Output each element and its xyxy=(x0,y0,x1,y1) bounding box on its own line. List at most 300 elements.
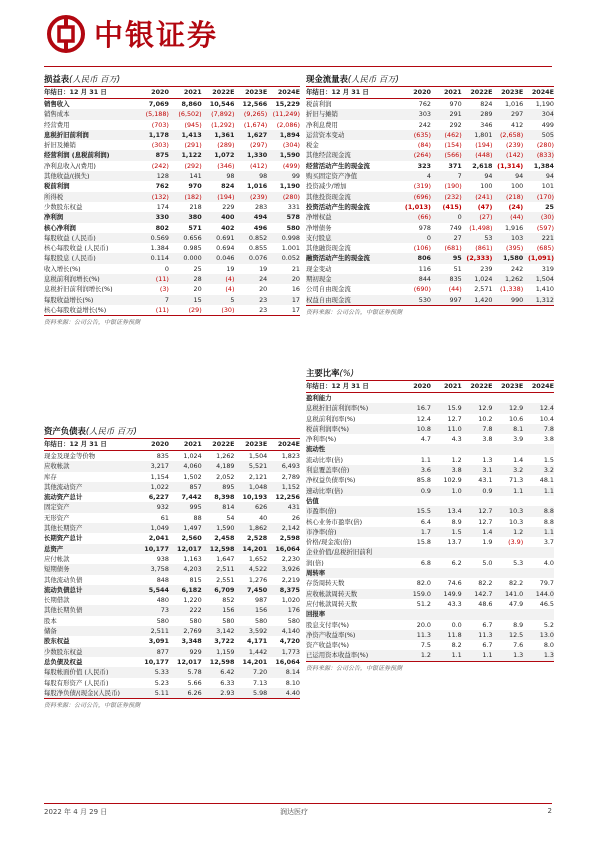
table-cell: 1.3 xyxy=(492,650,523,660)
table-cell: 5.2 xyxy=(543,620,554,629)
table-cell: (304) xyxy=(282,141,300,150)
column-header: 2020 xyxy=(136,439,169,451)
table-cell: 1,190 xyxy=(535,100,554,108)
table-row xyxy=(306,295,554,305)
table-cell: (1,314) xyxy=(497,161,524,170)
row-label: 净资产收益率(%) xyxy=(306,630,400,640)
row-label: 股本 xyxy=(44,616,57,625)
table-cell: 48.6 xyxy=(478,599,493,608)
row-label: 回报率 xyxy=(306,609,400,619)
table-cell: (703) xyxy=(151,120,169,129)
table-cell: 1,384 xyxy=(533,161,554,170)
table-cell: (242) xyxy=(151,161,169,170)
table-row xyxy=(44,472,300,482)
table-row xyxy=(44,171,300,181)
table-cell: 27 xyxy=(431,233,462,243)
table-row xyxy=(306,264,554,274)
table-cell: (232) xyxy=(431,192,462,202)
table-row xyxy=(306,465,554,475)
table-cell: (597) xyxy=(536,223,554,232)
table-cell: 5,521 xyxy=(234,461,267,471)
table-cell: 7 xyxy=(431,171,462,181)
table-cell: 10.2 xyxy=(478,414,493,423)
table-cell: (1,013) xyxy=(404,202,431,211)
table-cell: 14,201 xyxy=(234,544,267,554)
table-cell: 331 xyxy=(287,202,300,211)
row-label: 短期债务 xyxy=(44,564,136,574)
table-cell: 6,227 xyxy=(148,493,169,502)
table-cell: 480 xyxy=(156,596,169,605)
row-label: 资产收益率(%) xyxy=(306,641,350,650)
column-header: 2023E xyxy=(492,381,523,393)
table-cell: 11.8 xyxy=(431,630,462,640)
table-cell: 0.9 xyxy=(400,486,431,496)
row-label: 购买固定资产净值 xyxy=(306,171,400,181)
table-cell: 3,217 xyxy=(136,461,169,471)
table-row xyxy=(44,605,300,615)
table-row xyxy=(44,274,300,284)
table-row xyxy=(44,150,300,160)
table-cell: 218 xyxy=(189,202,202,211)
table-cell: (291) xyxy=(184,141,202,150)
table-cell xyxy=(462,444,493,454)
table-cell: (29) xyxy=(188,305,202,314)
table-cell: 1,163 xyxy=(183,554,202,563)
row-label: 库存 xyxy=(44,472,57,481)
row-label: 总负债及权益 xyxy=(44,657,83,666)
table-cell: 997 xyxy=(431,295,462,305)
table-cell: 283 xyxy=(255,202,268,211)
table-cell: (415) xyxy=(442,202,462,211)
table-cell: 580 xyxy=(287,616,300,625)
row-label: 盈利能力 xyxy=(306,394,332,402)
table-row xyxy=(44,212,300,222)
table-cell: 128 xyxy=(136,171,169,181)
table-cell: 802 xyxy=(155,223,169,232)
table-cell: 1.1 xyxy=(492,486,523,496)
table-row xyxy=(306,161,554,171)
row-label: 净利率(%) xyxy=(306,435,337,444)
footer-date: 2022 年 4 月 29 日 xyxy=(44,808,108,816)
column-header: 2020 xyxy=(400,87,431,99)
table-row xyxy=(306,599,554,609)
table-cell xyxy=(400,547,431,557)
table-cell: 3,592 xyxy=(234,626,267,636)
table-cell: 5.66 xyxy=(187,678,202,687)
table-cell: 2,142 xyxy=(267,523,300,533)
row-label: 周转率 xyxy=(306,568,400,578)
table-cell: 1,773 xyxy=(267,647,300,657)
table-cell: 20 xyxy=(259,285,268,294)
table-header-row xyxy=(306,381,554,393)
table-row xyxy=(306,181,554,191)
row-label: 期初现金 xyxy=(306,274,400,284)
row-label: 税前利润 xyxy=(306,100,332,108)
table-cell: 835 xyxy=(431,274,462,284)
row-label: 核心每股收益 (人民币) xyxy=(44,244,109,253)
row-label: 息税前利润率(%) xyxy=(306,414,356,423)
table-cell: 1,361 xyxy=(202,130,235,140)
table-cell: 2,511 xyxy=(202,564,235,574)
table-cell: 978 xyxy=(418,223,431,232)
table-cell: 15,229 xyxy=(275,100,300,108)
table-cell: (280) xyxy=(536,141,554,150)
table-cell: 5.23 xyxy=(154,678,169,687)
table-row xyxy=(306,578,554,588)
table-cell: 835 xyxy=(156,452,169,460)
table-row xyxy=(306,589,554,599)
table-cell: 852 xyxy=(222,596,235,605)
column-header: 2024E xyxy=(267,439,300,451)
table-cell: 116 xyxy=(418,264,431,273)
table-cell: 7 xyxy=(136,295,169,305)
table-cell xyxy=(400,393,431,404)
row-label: 净利息收入/(费用) xyxy=(44,161,96,170)
table-cell xyxy=(431,444,462,454)
table-cell: 1,159 xyxy=(202,647,235,657)
table-cell: 1.0 xyxy=(431,486,462,496)
table-cell: 10.8 xyxy=(400,424,431,434)
column-header: 年结日：12 月 31 日 xyxy=(44,439,136,451)
table-cell: 7.5 xyxy=(420,641,431,650)
table-cell: (30) xyxy=(221,305,235,314)
table-cell: 1,590 xyxy=(202,523,235,533)
table-cell: (2,333) xyxy=(462,253,493,263)
table-cell: 6.7 xyxy=(482,641,493,650)
table-row xyxy=(306,284,554,294)
table-cell: 0 xyxy=(400,233,431,243)
row-label: 核心业务市盈率(倍) xyxy=(306,517,363,526)
balance-title-text: 资产负债表 xyxy=(44,426,86,436)
row-label: 每股股息 (人民币) xyxy=(44,253,136,263)
table-cell: 0.694 xyxy=(216,244,235,253)
table-cell: 0 xyxy=(164,264,169,273)
table-row xyxy=(306,150,554,160)
table-cell: 11.3 xyxy=(400,630,431,640)
table-cell: (2,658) xyxy=(492,130,523,140)
table-cell: 16.7 xyxy=(400,403,431,413)
table-cell: (462) xyxy=(431,130,462,140)
table-cell: 156 xyxy=(202,605,235,615)
table-cell: 43.1 xyxy=(478,476,493,485)
footer-page-number: 2 xyxy=(547,807,552,815)
table-cell: (280) xyxy=(267,192,300,202)
bank-of-china-logo-icon xyxy=(46,14,86,54)
table-cell: 12.4 xyxy=(523,403,554,413)
table-row xyxy=(306,527,554,537)
table-cell: 4.7 xyxy=(420,435,431,444)
table-cell: 10.3 xyxy=(509,517,524,526)
income-source-note: 资料来源：公司公告，中银证券预测 xyxy=(44,315,300,327)
column-header: 年结日：12 月 31 日 xyxy=(306,87,400,99)
row-label: 每股收益 (人民币) xyxy=(44,233,136,243)
brand-logo xyxy=(46,13,218,54)
table-row xyxy=(44,140,300,150)
table-cell: 3,758 xyxy=(136,564,169,574)
table-row xyxy=(306,609,554,619)
table-cell: 102.9 xyxy=(443,476,462,485)
table-cell: 380 xyxy=(169,212,202,222)
table-cell: 1,049 xyxy=(136,523,169,533)
table-row xyxy=(44,181,300,191)
table-row xyxy=(306,243,554,253)
table-row xyxy=(44,688,300,698)
row-label: 净利润 xyxy=(44,212,136,222)
table-cell: 6,493 xyxy=(267,461,300,471)
table-cell: (412) xyxy=(250,161,268,170)
table-cell: 16,064 xyxy=(275,657,300,666)
table-row xyxy=(44,636,300,646)
table-row xyxy=(306,537,554,547)
income-table xyxy=(44,87,300,315)
table-row xyxy=(306,475,554,485)
table-cell xyxy=(400,609,431,619)
table-cell xyxy=(462,496,493,506)
table-row xyxy=(306,486,554,496)
table-cell xyxy=(462,568,493,578)
table-cell: 20 xyxy=(193,285,202,294)
table-cell: 0.052 xyxy=(267,253,300,263)
table-cell: 61 xyxy=(160,513,169,522)
table-cell: 8.10 xyxy=(285,678,300,687)
table-cell: 1,410 xyxy=(535,285,554,294)
table-cell: 1,330 xyxy=(234,150,267,160)
table-cell: 2,511 xyxy=(136,626,169,636)
row-label: 市净率(倍) xyxy=(306,527,400,537)
table-cell xyxy=(462,393,493,404)
table-cell: 221 xyxy=(523,233,554,243)
column-header: 2021 xyxy=(431,87,462,99)
table-cell: 15 xyxy=(169,295,202,305)
table-cell: 1,178 xyxy=(136,130,169,140)
table-row xyxy=(44,564,300,574)
table-row xyxy=(306,640,554,650)
table-cell: 814 xyxy=(202,502,235,512)
row-label: 息税前利润增长(%) xyxy=(44,274,136,284)
table-cell: (448) xyxy=(462,150,493,160)
table-cell xyxy=(400,568,431,578)
table-cell: (292) xyxy=(184,161,202,170)
table-cell: 1,916 xyxy=(504,223,524,232)
table-cell xyxy=(492,547,523,557)
column-header: 2021 xyxy=(169,439,202,451)
table-cell: 101 xyxy=(541,182,554,191)
table-cell: 7.6 xyxy=(513,641,524,650)
table-cell: 71.3 xyxy=(509,476,524,485)
table-cell: 12.7 xyxy=(447,414,462,423)
table-cell xyxy=(523,496,554,506)
column-header: 2024E xyxy=(523,87,554,99)
table-cell: 8,398 xyxy=(214,493,235,502)
table-cell: 11.3 xyxy=(462,630,493,640)
table-cell: 1.5 xyxy=(431,527,462,537)
row-label: 投资活动产生的现金流 xyxy=(306,202,370,211)
table-cell: 12.9 xyxy=(462,403,493,413)
table-cell: 88 xyxy=(193,513,202,522)
row-label: 其他融资现金流 xyxy=(306,244,351,253)
row-label: 折旧及摊销 xyxy=(44,141,76,150)
table-cell: 3.8 xyxy=(431,465,462,475)
table-cell xyxy=(400,444,431,454)
table-cell xyxy=(431,609,462,619)
table-cell: 144.0 xyxy=(523,589,554,599)
table-cell: 12.4 xyxy=(416,414,431,423)
table-cell: 580 xyxy=(286,223,300,232)
row-label: 核心每股收益增长(%) xyxy=(44,305,107,314)
row-label: 支付股息 xyxy=(306,233,400,243)
row-label: 润(倍) xyxy=(306,558,324,567)
table-row xyxy=(44,243,300,253)
table-cell: 20.0 xyxy=(416,620,431,629)
table-cell: 8.9 xyxy=(451,517,462,526)
row-label: 应收帐款 xyxy=(44,461,136,471)
table-cell xyxy=(431,547,462,557)
table-cell: 2,598 xyxy=(279,534,300,543)
table-cell: 1.5 xyxy=(543,455,554,464)
table-cell: 895 xyxy=(202,482,235,492)
row-label: 经营活动产生的现金流 xyxy=(306,161,370,170)
table-cell: 412 xyxy=(511,120,524,129)
table-cell: 176 xyxy=(267,605,300,615)
table-cell: 1.9 xyxy=(482,538,493,547)
table-cell: 292 xyxy=(449,120,462,129)
table-cell: 4,171 xyxy=(247,637,268,646)
table-cell: (685) xyxy=(536,244,554,253)
table-cell: 8.8 xyxy=(543,517,554,526)
row-label: 净权益负债率(%) xyxy=(306,476,356,485)
table-cell: 824 xyxy=(221,182,235,191)
table-cell: 51.2 xyxy=(416,599,431,608)
table-cell xyxy=(523,393,554,404)
table-row xyxy=(44,626,300,636)
table-cell: 3.2 xyxy=(523,465,554,475)
table-cell: (194) xyxy=(202,192,235,202)
row-label: 每股收益增长(%) xyxy=(44,295,136,305)
row-label: 市盈率(倍) xyxy=(306,506,400,516)
table-cell: 6,709 xyxy=(202,585,235,595)
row-label: 总资产 xyxy=(44,544,136,554)
table-cell: 1,413 xyxy=(169,130,202,140)
table-cell: 15.8 xyxy=(416,538,431,547)
table-cell: 156 xyxy=(234,605,267,615)
row-label: 权益自由现金流 xyxy=(306,295,400,305)
table-cell: (2,086) xyxy=(276,120,300,129)
table-cell: 28 xyxy=(169,274,202,284)
table-cell: 1.384 xyxy=(150,244,169,253)
table-cell: 4.0 xyxy=(543,558,554,567)
table-cell: 1,122 xyxy=(169,150,202,160)
table-cell: 0 xyxy=(431,212,462,222)
table-cell: (239) xyxy=(506,141,524,150)
row-label: 少数股东权益 xyxy=(44,202,83,211)
table-cell xyxy=(523,444,554,454)
row-label: 净利息费用 xyxy=(306,120,338,129)
table-cell: 12,598 xyxy=(209,657,235,666)
table-cell: 571 xyxy=(188,223,202,232)
table-cell: 98 xyxy=(202,171,235,181)
table-cell: 100 xyxy=(480,182,493,191)
table-cell: 1,801 xyxy=(462,130,493,140)
table-cell: 2,121 xyxy=(248,472,268,481)
table-row xyxy=(44,678,300,688)
table-row xyxy=(306,444,554,454)
ratios-title xyxy=(306,366,554,381)
table-cell: 1,590 xyxy=(267,150,300,160)
row-label: 长期资产总计 xyxy=(44,534,83,543)
table-cell: 970 xyxy=(188,182,202,191)
table-cell: 3,348 xyxy=(181,637,202,646)
table-cell: (239) xyxy=(234,192,267,202)
column-header: 2020 xyxy=(400,381,431,393)
table-cell: (106) xyxy=(413,244,431,253)
table-cell: (566) xyxy=(431,150,462,160)
table-cell: 1.001 xyxy=(281,244,300,253)
table-row xyxy=(44,585,300,595)
row-label: 股息支付率(%) xyxy=(306,620,350,629)
table-cell: 762 xyxy=(155,182,169,191)
table-cell: (84) xyxy=(417,141,431,150)
table-cell: 46.5 xyxy=(539,599,554,608)
table-cell: 2,769 xyxy=(169,626,202,636)
table-cell: 303 xyxy=(400,109,431,119)
table-cell: 149.9 xyxy=(431,589,462,599)
table-cell: 1,262 xyxy=(216,452,235,460)
table-cell: 806 xyxy=(400,253,431,263)
table-cell: 3.1 xyxy=(462,465,493,475)
table-cell: 12.5 xyxy=(492,630,523,640)
table-cell: 1,022 xyxy=(136,482,169,492)
table-cell: 85.8 xyxy=(416,476,431,485)
table-cell: 43.3 xyxy=(447,599,462,608)
table-cell: (194) xyxy=(475,141,493,150)
table-cell: 815 xyxy=(189,575,202,584)
table-cell: 2,560 xyxy=(181,534,202,543)
table-row xyxy=(306,393,554,404)
table-cell: 12.7 xyxy=(478,517,493,526)
row-label: 税前利润 xyxy=(44,182,70,191)
table-row xyxy=(44,202,300,212)
table-cell: 2,219 xyxy=(281,575,300,584)
table-cell: 73 xyxy=(136,605,169,615)
table-cell: (44) xyxy=(448,285,462,294)
row-label: 投资减少/增加 xyxy=(306,182,347,191)
table-cell: 4,060 xyxy=(169,461,202,471)
table-row xyxy=(306,455,554,465)
table-cell: 578 xyxy=(267,212,300,222)
brand-name: 中银证券 xyxy=(94,18,219,52)
balance-title xyxy=(44,424,300,439)
table-row xyxy=(306,568,554,578)
table-cell: (1,498) xyxy=(469,223,493,232)
table-cell: 877 xyxy=(136,647,169,657)
table-cell: 5.98 xyxy=(234,688,267,698)
table-cell: 1,016 xyxy=(247,182,268,191)
table-cell: (170) xyxy=(523,192,554,202)
table-row xyxy=(306,253,554,263)
table-cell: 990 xyxy=(492,295,523,305)
table-cell: (303) xyxy=(151,141,169,150)
table-row xyxy=(306,558,554,568)
table-row xyxy=(44,492,300,502)
row-label: 其他流动资产 xyxy=(44,482,136,492)
row-label: 速动比率(倍) xyxy=(306,486,400,496)
table-row xyxy=(306,630,554,640)
table-cell xyxy=(523,609,554,619)
table-cell: 2,458 xyxy=(214,534,235,543)
table-cell: 970 xyxy=(449,100,462,108)
table-row xyxy=(44,130,300,140)
table-cell: 1.4 xyxy=(513,455,524,464)
